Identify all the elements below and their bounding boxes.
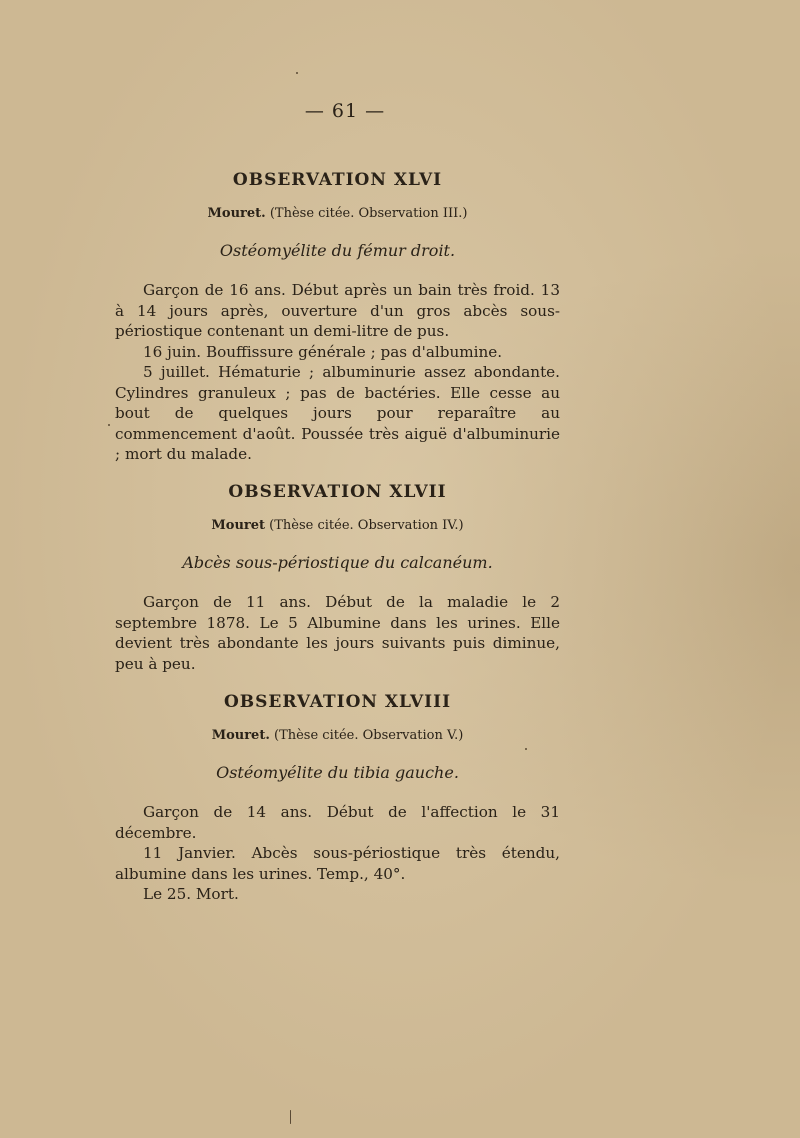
observation-citation: (Thèse citée. Observation V.) xyxy=(269,728,464,743)
observation-46 xyxy=(115,170,560,465)
paragraph: 5 juillet. Hématurie ; albuminurie assez abondante. Cylindres granuleux ; pas de bactéries. Elle cesse au bout de quelques jours pour reparaître au commencement d'août. Poussée très aiguë d'albuminurie ; mort du malade. xyxy=(115,363,560,463)
page-number: — 61 — xyxy=(304,100,386,122)
observation-body xyxy=(115,802,560,905)
observation-title: OBSERVATION XLVII xyxy=(228,482,447,502)
paper-speck xyxy=(290,1110,291,1124)
observation-author: Mouret. xyxy=(207,206,266,221)
paragraph: Garçon de 14 ans. Début de l'affection le 31 décembre. xyxy=(115,803,560,842)
observation-body xyxy=(115,592,560,674)
observation-subject: Ostéomyélite du fémur droit. xyxy=(219,241,456,260)
observation-48 xyxy=(115,692,560,905)
paper-speck xyxy=(108,424,110,426)
observation-author: Mouret xyxy=(211,518,266,533)
observation-author: Mouret. xyxy=(211,728,270,743)
observation-body xyxy=(115,280,560,465)
paper-speck xyxy=(525,748,527,750)
paragraph: Garçon de 11 ans. Début de la maladie le 2 septembre 1878. Le 5 Albumine dans les urines. Elle devient très abondante les jours suivants puis diminue, peu à peu. xyxy=(115,593,560,673)
observation-47 xyxy=(115,482,560,674)
paper-speck xyxy=(296,72,298,74)
observation-source xyxy=(115,728,560,743)
observation-subject: Abcès sous-périostique du calcanéum. xyxy=(182,553,493,572)
observation-subject: Ostéomyélite du tibia gauche. xyxy=(216,763,459,782)
observation-citation: (Thèse citée. Observation III.) xyxy=(265,206,468,221)
paragraph: Garçon de 16 ans. Début après un bain très froid. 13 à 14 jours après, ouverture d'un gros abcès sous-périostique contenant un demi-litre de pus. xyxy=(115,281,560,340)
observation-source xyxy=(115,518,560,533)
paragraph: Le 25. Mort. xyxy=(143,885,239,903)
paragraph: 16 juin. Bouffissure générale ; pas d'albumine. xyxy=(143,342,503,361)
observation-citation: (Thèse citée. Observation IV.) xyxy=(265,518,464,533)
observation-source xyxy=(115,206,560,221)
observation-title: OBSERVATION XLVIII xyxy=(223,692,452,712)
observation-title: OBSERVATION XLVI xyxy=(232,170,443,190)
paragraph: 11 Janvier. Abcès sous-périostique très étendu, albumine dans les urines. Temp., 40°. xyxy=(115,844,560,883)
